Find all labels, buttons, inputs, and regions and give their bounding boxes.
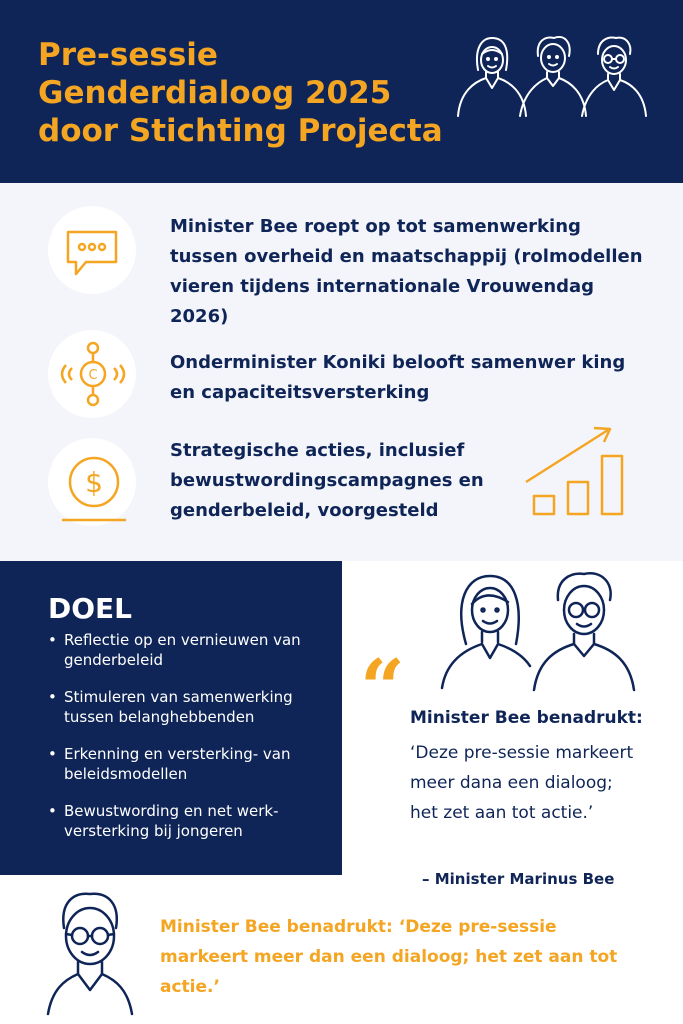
quote-attribution: – Minister Marinus Bee [422, 870, 615, 888]
point-3-text: Strategische acties, inclusief bewustwordingscampagnes en genderbeleid, voorgesteld [170, 440, 484, 521]
dollar-coin-icon [58, 450, 130, 524]
point-1-text: Minister Bee roept op tot samenwerking tussen overheid en maatschappij (rolmodellen vieren tijdens internationale Vrouwendag 2026) [170, 216, 643, 327]
doel-list [48, 630, 328, 858]
title-line-2: Genderdialoog 2025 [38, 75, 392, 111]
people-group-icon [452, 30, 652, 120]
doel-title: DOEL [48, 592, 133, 625]
point-2-text: Onderminister Koniki belooft samenwer king en capaciteitsversterking [170, 352, 626, 403]
doel-item-4: • Bewustwording en net werk- versterking bij jongeren [48, 801, 328, 841]
svg-text:C: C [88, 368, 98, 383]
doel-item-2: • Stimuleren van samenwerking tussen belanghebbenden [48, 687, 328, 727]
title-line-1: Pre-sessie [38, 37, 218, 73]
svg-text:$: $ [85, 466, 103, 499]
speech-bubble-icon [62, 226, 122, 282]
title-line-3: door Stichting Projecta [38, 113, 443, 149]
couple-icon [438, 566, 638, 696]
page-title [38, 36, 498, 150]
doel-item-3: • Erkenning en versterking- van beleidsmodellen [48, 744, 328, 784]
man-glasses-icon [44, 888, 136, 1016]
quote-heading: Minister Bee benadrukt: [410, 708, 643, 728]
quote-body: ‘Deze pre-sessie markeert meer dana een dialoog; het zet aan tot actie.’ [410, 743, 634, 823]
network-icon [58, 338, 128, 410]
quote-mark: “ [360, 643, 405, 734]
bottom-quote: Minister Bee benadrukt: ‘Deze pre-sessie markeert meer dan een dialoog; het zet aan tot actie.’ [160, 917, 618, 997]
bar-chart-arrow-icon [520, 422, 632, 518]
doel-item-1: • Reflectie op en vernieuwen van genderbeleid [48, 630, 328, 670]
